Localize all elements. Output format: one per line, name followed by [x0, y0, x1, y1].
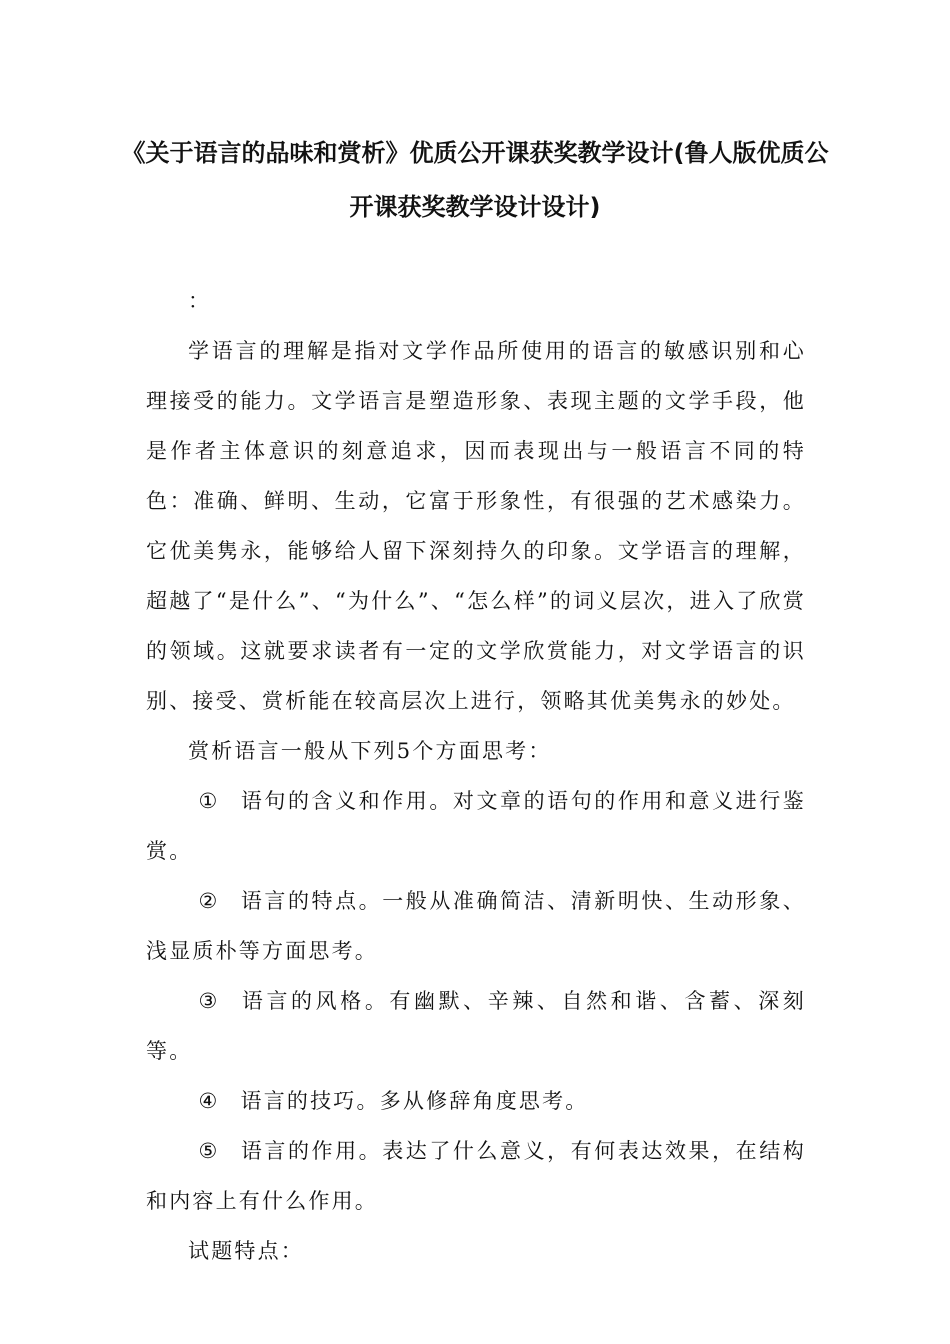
paragraph-five-aspects: 赏析语言一般从下列5个方面思考：: [188, 739, 552, 763]
list-marker: ①: [198, 789, 220, 813]
list-marker: ③: [198, 989, 220, 1013]
colon-line: ：: [188, 289, 212, 313]
list-item-text: 语言的风格。有幽默、辛辣、自然和谐、含蓄、深刻等。: [146, 989, 806, 1063]
document-title: 《关于语言的品味和赏析》优质公开课获奖教学设计(鲁人版优质公开课获奖教学设计设计): [121, 139, 829, 221]
list-item-text: 语句的含义和作用。对文章的语句的作用和意义进行鉴赏。: [146, 789, 806, 863]
list-item-text: 语言的特点。一般从准确简洁、清新明快、生动形象、浅显质朴等方面思考。: [146, 889, 806, 963]
list-item-text: 语言的作用。表达了什么意义，有何表达效果，在结构和内容上有什么作用。: [146, 1139, 806, 1213]
paragraph-closing: 试题特点：: [188, 1239, 304, 1263]
paragraph-intro: 学语言的理解是指对文学作品所使用的语言的敏感识别和心理接受的能力。文学语言是塑造形象、表现主题的文学手段，他是作者主体意识的刻意追求，因而表现出与一般语言不同的特色：准确、鲜明、生动，它富于形象性，有很强的艺术感染力。它优美隽永，能够给人留下深刻持久的印象。文学语言的理解，超越了“是什么”、“为什么”、“怎么样”的词义层次，进入了欣赏的领域。这就要求读者有一定的文学欣赏能力，对文学语言的识别、接受、赏析能在较高层次上进行，领略其优美隽永的妙处。: [146, 339, 806, 713]
list-item-5: [146, 1126, 806, 1226]
list-item-2: [146, 876, 806, 976]
list-item-4: [146, 1076, 806, 1126]
list-marker: ④: [198, 1089, 220, 1113]
list-marker: ⑤: [198, 1139, 220, 1163]
list-marker: ②: [198, 889, 220, 913]
document-body: [146, 276, 806, 1276]
list-item-1: [146, 776, 806, 876]
list-item-text: 语言的技巧。多从修辞角度思考。: [240, 1089, 589, 1113]
list-item-3: [146, 976, 806, 1076]
